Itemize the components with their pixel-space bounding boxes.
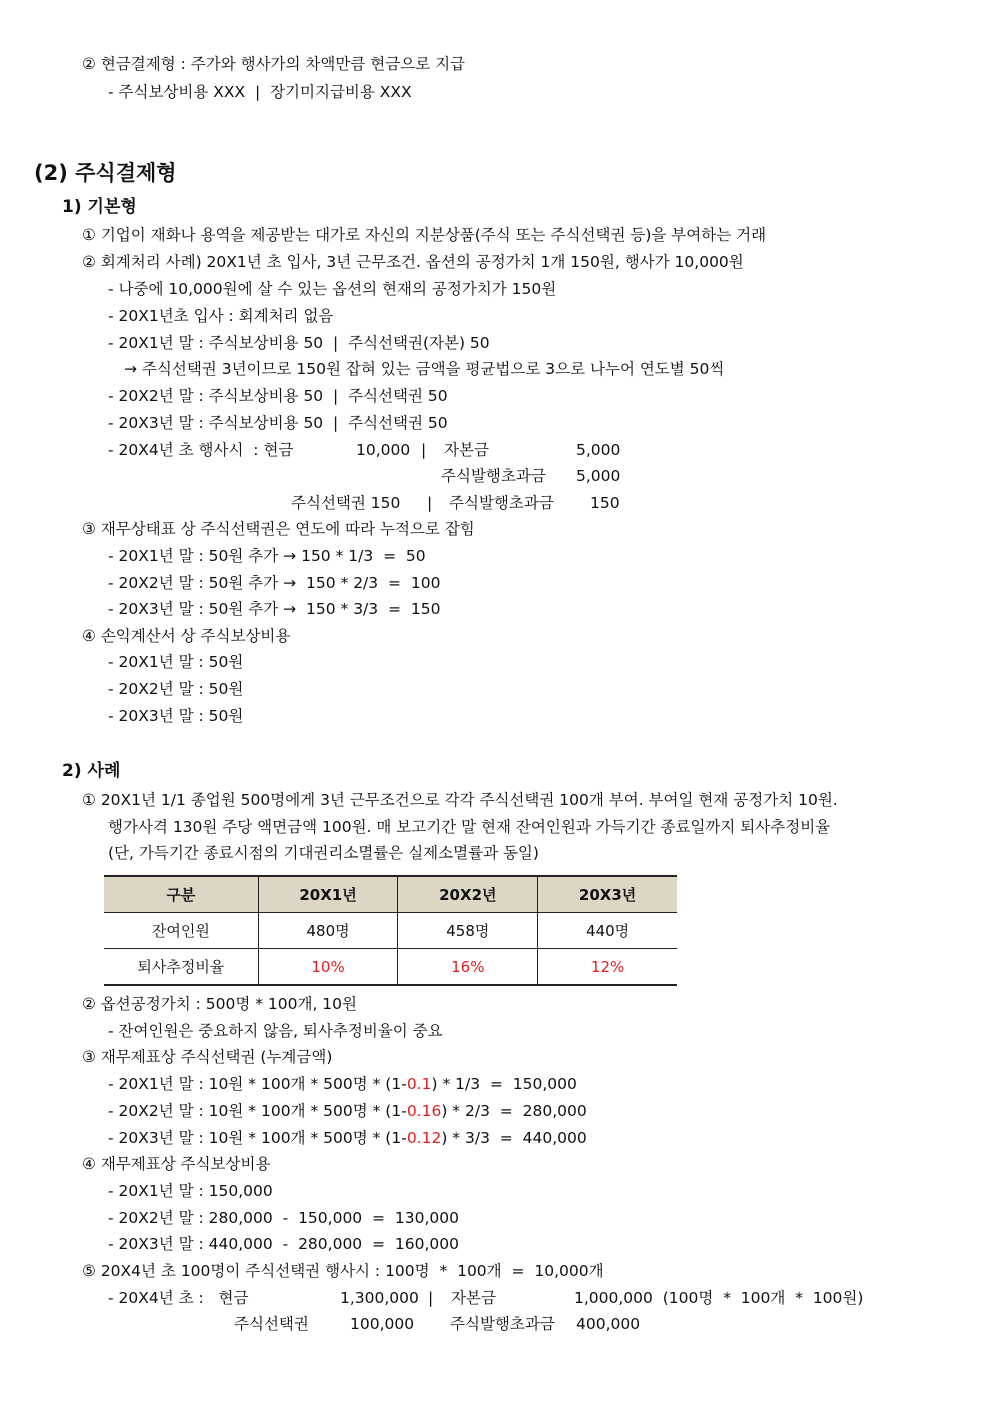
table-header-cell: 구분 bbox=[104, 876, 258, 913]
basic-line: - 20X1년 말 : 주식보상비용 50 | 주식선택권(자본) 50 bbox=[108, 334, 490, 352]
case-line: ⑤ 20X4년 초 100명이 주식선택권 행사시 : 100명 * 100개 = 10,000개 bbox=[82, 1262, 604, 1280]
table-cell: 440명 bbox=[538, 913, 677, 949]
journal-amount: 5,000 bbox=[576, 441, 621, 459]
attrition-rate: 0.16 bbox=[406, 1102, 442, 1120]
journal-text: 주식선택권 150 bbox=[291, 494, 401, 512]
journal-text: - 20X4년 초 : 현금 bbox=[108, 1289, 249, 1307]
basic-line: ① 기업이 재화나 용역을 제공받는 대가로 자신의 지분상품(주식 또는 주식선택권 등)을 부여하는 거래 bbox=[82, 226, 767, 244]
basic-line: - 20X3년 말 : 50원 추가 → 150 * 3/3 = 150 bbox=[108, 600, 441, 618]
journal-amount: 5,000 bbox=[576, 467, 621, 485]
attrition-rate: 0.12 bbox=[406, 1129, 442, 1147]
calc-line bbox=[108, 1128, 587, 1148]
attrition-rate: 0.1 bbox=[406, 1075, 432, 1093]
basic-line: - 20X1년 말 : 50원 bbox=[108, 653, 244, 671]
basic-line: - 20X3년 말 : 주식보상비용 50 | 주식선택권 50 bbox=[108, 414, 448, 432]
basic-line: - 나중에 10,000원에 살 수 있는 옵션의 현재의 공정가치가 150원 bbox=[108, 280, 557, 298]
journal-amount: 1,300,000 bbox=[340, 1289, 419, 1307]
basic-line: ④ 손익계산서 상 주식보상비용 bbox=[82, 627, 291, 645]
table-header-cell: 20X2년 bbox=[398, 876, 538, 913]
basic-line: - 20X1년 말 : 50원 추가 → 150 * 1/3 = 50 bbox=[108, 547, 426, 565]
journal-amount: 150 bbox=[590, 494, 620, 512]
basic-line: - 20X2년 말 : 50원 bbox=[108, 680, 244, 698]
case-line: - 20X1년 말 : 150,000 bbox=[108, 1182, 273, 1200]
table-cell: 16% bbox=[398, 949, 538, 986]
journal-text: 주식발행초과금 bbox=[449, 494, 554, 512]
calc-line bbox=[108, 1074, 577, 1094]
case-line: ④ 재무제표상 주식보상비용 bbox=[82, 1155, 271, 1173]
table-cell: 잔여인원 bbox=[104, 913, 258, 949]
journal-separator: | bbox=[421, 441, 427, 459]
cash-settled-item: ② 현금결제형 : 주가와 행사가의 차액만큼 현금으로 지급 bbox=[82, 55, 466, 73]
table-row bbox=[104, 913, 677, 949]
table-header-cell: 20X1년 bbox=[258, 876, 398, 913]
table-header-row bbox=[104, 876, 677, 913]
case-line: - 잔여인원은 중요하지 않음, 퇴사추정비율이 중요 bbox=[108, 1022, 443, 1040]
basic-line: → 주식선택권 3년이므로 150원 잡혀 있는 금액을 평균법으로 3으로 나누어 연도별 50씩 bbox=[124, 360, 725, 378]
calc-text: - 20X1년 말 : 10원 * 100개 * 500명 * (1- bbox=[108, 1075, 407, 1093]
section-title: (2) 주식결제형 bbox=[34, 161, 177, 185]
basic-line: ③ 재무상태표 상 주식선택권은 연도에 따라 누적으로 잡힘 bbox=[82, 520, 475, 538]
basic-line: - 20X1년초 입사 : 회계처리 없음 bbox=[108, 307, 334, 325]
calc-line bbox=[108, 1101, 587, 1121]
calc-text: ) * 3/3 = 440,000 bbox=[441, 1129, 587, 1147]
basic-line: - 20X3년 말 : 50원 bbox=[108, 707, 244, 725]
journal-text: 자본금 bbox=[444, 441, 489, 459]
calc-text: ) * 2/3 = 280,000 bbox=[441, 1102, 587, 1120]
journal-text: 주식발행초과금 bbox=[450, 1315, 555, 1333]
journal-text: 주식발행초과금 bbox=[441, 467, 546, 485]
table-row bbox=[104, 949, 677, 986]
journal-amount: 400,000 bbox=[576, 1315, 641, 1333]
case-paragraph: 행가사격 130원 주당 액면금액 100원. 매 보고기간 말 현재 잔여인원과 가득기간 종료일까지 퇴사추정비율 bbox=[108, 818, 831, 836]
case-paragraph: (단, 가득기간 종료시점의 기대권리소멸률은 실제소멸률과 동일) bbox=[108, 844, 539, 862]
attrition-table bbox=[104, 875, 677, 986]
table-header-cell: 20X3년 bbox=[538, 876, 677, 913]
case-paragraph: ① 20X1년 1/1 종업원 500명에게 3년 근무조건으로 각각 주식선택권 100개 부여. 부여일 현재 공정가치 10원. bbox=[82, 791, 838, 809]
table-cell: 퇴사추정비율 bbox=[104, 949, 258, 986]
journal-amount: 1,000,000 (100명 * 100개 * 100원) bbox=[574, 1289, 864, 1307]
basic-line: ② 회계처리 사례) 20X1년 초 입사, 3년 근무조건. 옵션의 공정가치 1개 150원, 행사가 10,000원 bbox=[82, 253, 744, 271]
journal-separator: | bbox=[427, 494, 433, 512]
journal-text: - 20X4년 초 행사시 : 현금 bbox=[108, 441, 294, 459]
table-cell: 12% bbox=[538, 949, 677, 986]
calc-text: ) * 1/3 = 150,000 bbox=[431, 1075, 577, 1093]
calc-text: - 20X2년 말 : 10원 * 100개 * 500명 * (1- bbox=[108, 1102, 407, 1120]
basic-line: - 20X2년 말 : 주식보상비용 50 | 주식선택권 50 bbox=[108, 387, 448, 405]
case-line: ② 옵션공정가치 : 500명 * 100개, 10원 bbox=[82, 995, 358, 1013]
table-cell: 458명 bbox=[398, 913, 538, 949]
case-line: - 20X2년 말 : 280,000 - 150,000 = 130,000 bbox=[108, 1209, 459, 1227]
case-line: ③ 재무제표상 주식선택권 (누계금액) bbox=[82, 1048, 333, 1066]
journal-amount: 10,000 bbox=[356, 441, 411, 459]
basic-line: - 20X2년 말 : 50원 추가 → 150 * 2/3 = 100 bbox=[108, 574, 441, 592]
subsection-basic-title: 1) 기본형 bbox=[62, 197, 137, 217]
table-cell: 10% bbox=[258, 949, 398, 986]
journal-text: 자본금 bbox=[451, 1289, 496, 1307]
table-cell: 480명 bbox=[258, 913, 398, 949]
case-line: - 20X3년 말 : 440,000 - 280,000 = 160,000 bbox=[108, 1235, 459, 1253]
journal-text: 주식선택권 bbox=[234, 1315, 309, 1333]
subsection-case-title: 2) 사례 bbox=[62, 761, 121, 781]
cash-settled-entry: - 주식보상비용 XXX | 장기미지급비용 XXX bbox=[108, 83, 412, 101]
journal-separator: | bbox=[428, 1289, 434, 1307]
calc-text: - 20X3년 말 : 10원 * 100개 * 500명 * (1- bbox=[108, 1129, 407, 1147]
journal-amount: 100,000 bbox=[350, 1315, 415, 1333]
